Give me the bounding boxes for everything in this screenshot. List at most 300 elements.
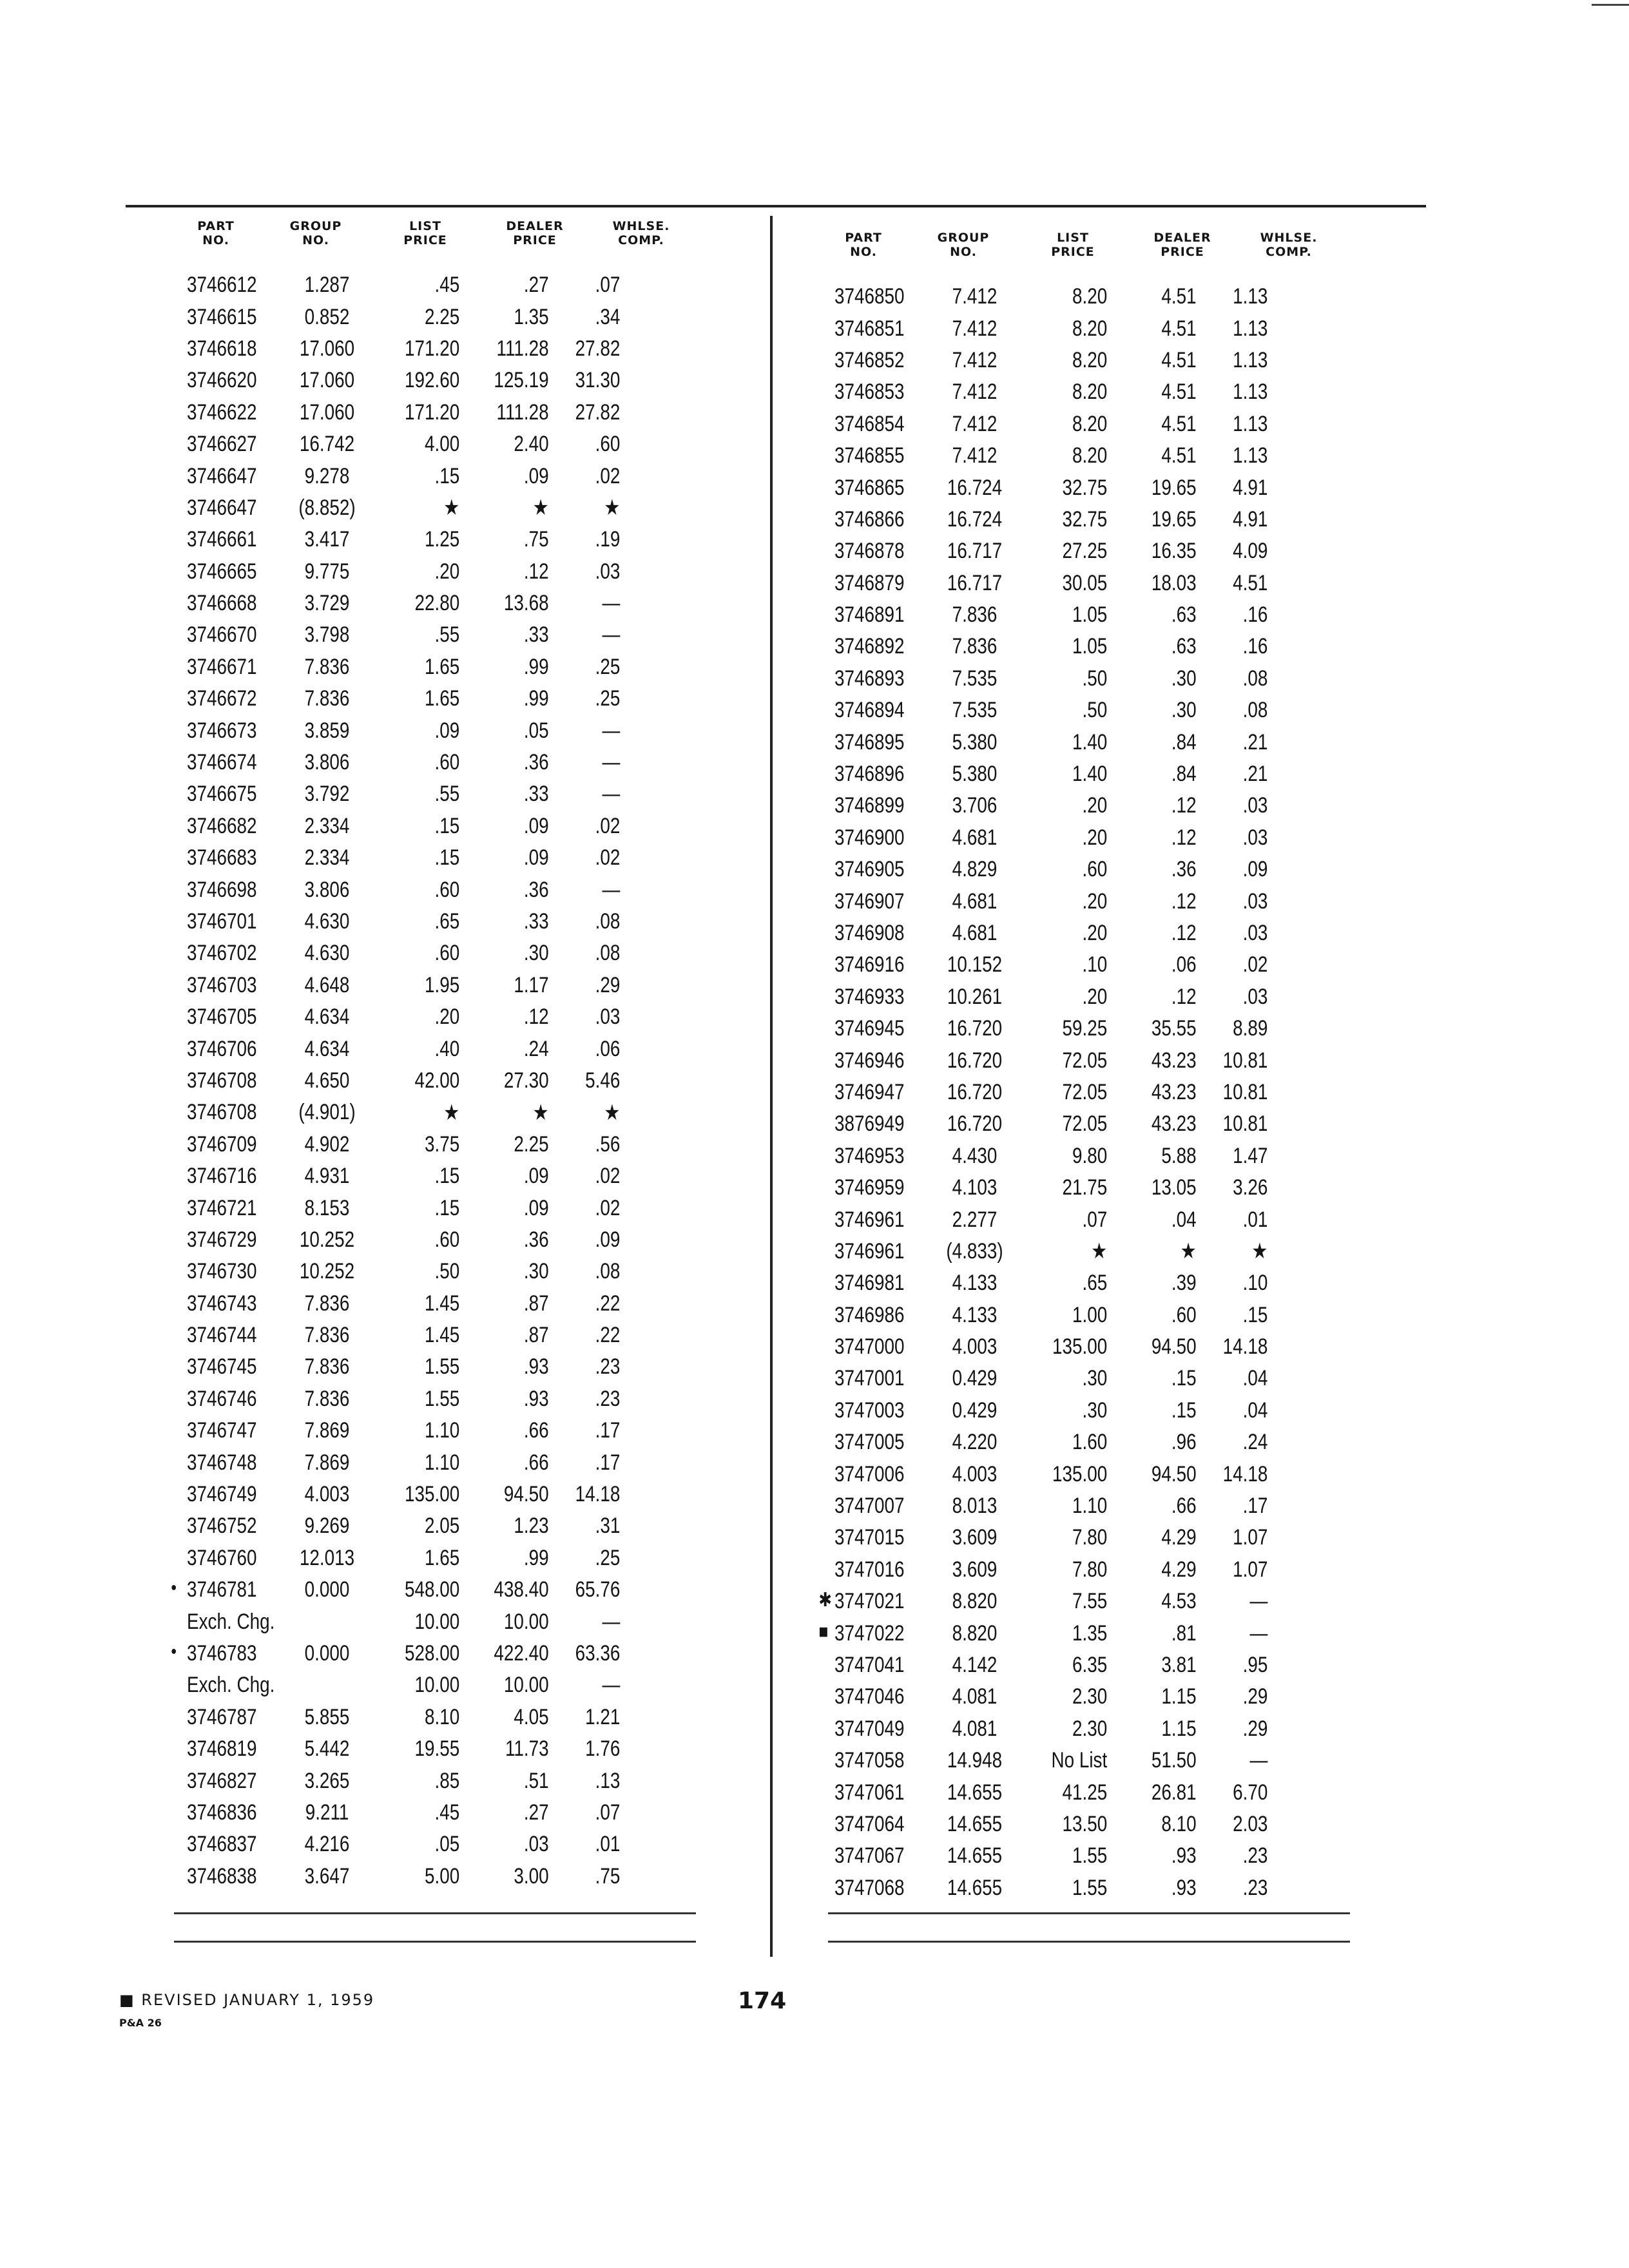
part-number-cell xyxy=(834,857,931,882)
list-price-cell: 1.10 xyxy=(424,1450,460,1475)
list-price-cell: .65 xyxy=(1082,1271,1108,1296)
group-number-cell: 4.634 xyxy=(304,1036,350,1061)
list-price-cell: 59.25 xyxy=(1062,1016,1108,1041)
dealer-price-cell: 8.10 xyxy=(1161,1811,1197,1836)
dealer-price-cell: 11.73 xyxy=(505,1736,549,1762)
dealer-price-cell: .66 xyxy=(523,1418,549,1443)
group-number-cell: 7.412 xyxy=(952,284,998,309)
list-price-cell: .60 xyxy=(434,750,460,775)
whlse-comp-cell: — xyxy=(602,622,621,648)
list-price-cell: 2.25 xyxy=(424,304,460,329)
left-bottom-rule-2 xyxy=(174,1941,696,1943)
whlse-comp-cell: .03 xyxy=(1242,921,1268,945)
table-row xyxy=(834,376,1268,408)
part-number-cell xyxy=(187,718,284,744)
part-number: 3746905 xyxy=(834,857,905,882)
part-number: 3746670 xyxy=(187,622,257,648)
part-number-cell xyxy=(834,634,931,659)
group-number-cell: 7.412 xyxy=(952,380,998,405)
dealer-price-cell: 3.81 xyxy=(1161,1652,1197,1677)
part-number-cell xyxy=(818,1620,931,1646)
group-number-cell: 4.681 xyxy=(952,921,998,945)
table-row xyxy=(834,1172,1268,1204)
list-price-cell: 528.00 xyxy=(404,1640,460,1666)
table-row xyxy=(834,758,1268,790)
dealer-price-cell: .87 xyxy=(523,1323,549,1348)
part-number: 3746854 xyxy=(834,411,905,436)
part-number: 3746708 xyxy=(187,1068,257,1093)
group-number-cell: 10.152 xyxy=(947,952,1003,977)
group-number-cell: 4.648 xyxy=(304,972,350,997)
table-row xyxy=(834,949,1268,981)
whlse-comp-cell: .07 xyxy=(595,273,621,298)
header-whlse-comp: WHLSE. COMP. xyxy=(1260,231,1318,259)
table-row xyxy=(834,1458,1268,1490)
list-price-cell: .85 xyxy=(434,1768,460,1793)
header-list-price: LIST PRICE xyxy=(403,219,447,247)
part-number: 3747001 xyxy=(834,1366,905,1391)
whlse-comp-cell: 27.82 xyxy=(575,336,621,361)
part-number-cell xyxy=(187,495,284,521)
list-price-cell: 2.30 xyxy=(1072,1684,1108,1709)
table-row xyxy=(834,568,1268,599)
part-number: 3746894 xyxy=(834,698,905,723)
table-row xyxy=(187,619,620,651)
whlse-comp-cell: 1.13 xyxy=(1233,316,1268,341)
list-price-cell: 8.10 xyxy=(424,1704,460,1729)
whlse-comp-cell: — xyxy=(602,1673,621,1698)
group-number-cell: 7.836 xyxy=(304,1354,350,1379)
dealer-price-cell: 111.28 xyxy=(496,336,549,361)
dealer-price-cell: 94.50 xyxy=(1151,1334,1197,1360)
header-list-price: LIST PRICE xyxy=(1051,231,1095,259)
part-number: 3746665 xyxy=(187,559,257,584)
part-number-cell xyxy=(187,1068,284,1093)
table-row xyxy=(834,822,1268,854)
part-number: 3746612 xyxy=(187,273,257,298)
part-number: 3746702 xyxy=(187,941,257,966)
whlse-comp-cell: 2.03 xyxy=(1233,1811,1268,1836)
table-row xyxy=(187,460,620,492)
list-price-cell: .45 xyxy=(434,1800,460,1825)
whlse-comp-cell: .25 xyxy=(595,654,621,679)
dealer-price-cell: 13.05 xyxy=(1151,1175,1197,1200)
part-number-cell xyxy=(187,1705,284,1730)
table-row xyxy=(187,588,620,619)
dealer-price-cell: 4.29 xyxy=(1161,1525,1197,1550)
list-price-cell: 1.40 xyxy=(1072,729,1108,754)
part-number: 3747058 xyxy=(834,1748,905,1773)
table-row xyxy=(187,1256,620,1287)
group-number-cell: 0.429 xyxy=(952,1398,998,1423)
part-number-cell xyxy=(834,443,931,468)
list-price-cell: 30.05 xyxy=(1062,570,1108,595)
part-number: 3747068 xyxy=(834,1875,905,1900)
dealer-price-cell: .09 xyxy=(523,813,549,838)
whlse-comp-cell: 63.36 xyxy=(575,1640,621,1666)
dealer-price-cell: .12 xyxy=(1171,825,1197,850)
left-price-table xyxy=(171,219,715,1892)
group-number-cell: 4.902 xyxy=(304,1131,350,1157)
whlse-comp-cell: .02 xyxy=(595,813,621,838)
table-row xyxy=(834,440,1268,472)
whlse-comp-cell: — xyxy=(1249,1748,1268,1773)
part-number: 3746851 xyxy=(834,316,905,341)
list-price-cell: 72.05 xyxy=(1062,1111,1108,1137)
table-row xyxy=(834,1554,1268,1586)
list-price-cell: .20 xyxy=(1082,889,1108,914)
part-number: Exch. Chg. xyxy=(187,1673,275,1698)
dealer-price-cell: ★ xyxy=(532,495,549,521)
list-price-cell: 1.60 xyxy=(1072,1430,1108,1455)
group-number-cell: 16.720 xyxy=(947,1048,1003,1073)
part-number-cell xyxy=(187,1769,284,1794)
table-row xyxy=(187,683,620,715)
part-number-cell xyxy=(187,1546,284,1571)
part-number: 3746900 xyxy=(834,825,905,850)
part-number: 3747041 xyxy=(834,1652,905,1677)
part-number-cell xyxy=(834,1684,931,1709)
dealer-price-cell: .36 xyxy=(523,750,549,775)
header-dealer-price: DEALER PRICE xyxy=(506,219,564,247)
table-row xyxy=(834,1363,1268,1394)
part-number-cell xyxy=(834,284,931,309)
dealer-price-cell: .63 xyxy=(1171,634,1197,659)
revision-marker: ✱ xyxy=(818,1590,833,1611)
table-row xyxy=(818,1586,1268,1617)
part-number: 3746618 xyxy=(187,336,257,361)
table-row xyxy=(834,726,1268,758)
whlse-comp-cell: .13 xyxy=(595,1768,621,1793)
dealer-price-cell: 10.00 xyxy=(503,1673,549,1698)
group-number-cell: 3.647 xyxy=(304,1863,350,1888)
part-number-cell xyxy=(834,1271,931,1296)
list-price-cell: 1.95 xyxy=(424,972,460,997)
table-row xyxy=(187,970,620,1001)
table-row xyxy=(834,1490,1268,1522)
whlse-comp-cell: .17 xyxy=(1242,1494,1268,1519)
part-number: 3746743 xyxy=(187,1291,257,1316)
group-number-cell: 17.060 xyxy=(299,336,355,361)
part-number: 3746907 xyxy=(834,889,905,914)
part-number-cell xyxy=(834,762,931,787)
dealer-price-cell: 4.51 xyxy=(1161,316,1197,341)
group-number-cell: 17.060 xyxy=(299,399,355,425)
whlse-comp-cell: ★ xyxy=(1251,1239,1268,1264)
group-number-cell: 7.869 xyxy=(304,1418,350,1443)
whlse-comp-cell: 14.18 xyxy=(575,1482,621,1507)
dealer-price-cell: 4.51 xyxy=(1161,411,1197,436)
page-number: 174 xyxy=(738,1988,787,2014)
dealer-price-cell: ★ xyxy=(1180,1239,1197,1264)
part-number-cell xyxy=(187,1832,284,1857)
part-number: 3746744 xyxy=(187,1323,257,1348)
part-number: 3746674 xyxy=(187,750,257,775)
whlse-comp-cell: 1.13 xyxy=(1233,347,1268,372)
list-price-cell: 192.60 xyxy=(404,368,460,393)
part-number-cell xyxy=(834,1048,931,1073)
part-number: 3746620 xyxy=(187,368,257,393)
whlse-comp-cell: .08 xyxy=(595,941,621,966)
group-number-cell: 8.820 xyxy=(952,1589,998,1614)
table-row xyxy=(171,1638,621,1669)
part-number-cell xyxy=(834,1653,931,1678)
dealer-price-cell: 1.15 xyxy=(1161,1716,1197,1741)
group-number-cell: 3.706 xyxy=(952,793,998,818)
part-number-cell xyxy=(834,1111,931,1137)
whlse-comp-cell: .23 xyxy=(1242,1875,1268,1900)
part-number: 3746661 xyxy=(187,527,257,552)
part-number: 3746893 xyxy=(834,666,905,691)
list-price-cell: 1.10 xyxy=(424,1418,460,1443)
dealer-price-cell: .27 xyxy=(523,1800,549,1825)
part-number-cell xyxy=(187,845,284,870)
whlse-comp-cell: — xyxy=(602,718,621,743)
dealer-price-cell: .09 xyxy=(523,463,549,488)
list-price-cell: .15 xyxy=(434,463,460,488)
dealer-price-cell: .39 xyxy=(1171,1271,1197,1296)
table-row xyxy=(187,1669,620,1701)
group-number-cell: 7.836 xyxy=(952,602,998,628)
dealer-price-cell: .09 xyxy=(523,1195,549,1220)
list-price-cell: 1.55 xyxy=(424,1354,460,1379)
whlse-comp-cell: .16 xyxy=(1242,634,1268,659)
part-number-cell xyxy=(834,1876,931,1901)
part-number: 3746729 xyxy=(187,1227,257,1252)
whlse-comp-cell: .29 xyxy=(1242,1716,1268,1741)
list-price-cell: 1.25 xyxy=(424,527,460,552)
right-price-table xyxy=(818,219,1363,1904)
group-number-cell: 8.153 xyxy=(304,1195,350,1220)
whlse-comp-cell: .09 xyxy=(595,1227,621,1252)
dealer-price-cell: 4.51 xyxy=(1161,380,1197,405)
list-price-cell: .15 xyxy=(434,813,460,838)
list-price-cell: 8.20 xyxy=(1072,284,1108,309)
group-number-cell: 4.630 xyxy=(304,941,350,966)
whlse-comp-cell: .60 xyxy=(595,432,621,457)
part-number: 3746683 xyxy=(187,845,257,870)
whlse-comp-cell: .04 xyxy=(1242,1366,1268,1391)
dealer-price-cell: .75 xyxy=(523,527,549,552)
table-row xyxy=(834,981,1268,1013)
part-number: 3746627 xyxy=(187,432,257,457)
table-row xyxy=(187,1097,620,1128)
revision-note: ■ REVISED JANUARY 1, 1959 xyxy=(119,1991,375,2009)
group-number-cell: 16.717 xyxy=(947,570,1003,595)
list-price-cell: 27.25 xyxy=(1062,539,1108,564)
group-number-cell: 7.869 xyxy=(304,1450,350,1475)
table-row xyxy=(834,1300,1268,1331)
column-divider xyxy=(770,216,773,1957)
dealer-price-cell: .84 xyxy=(1171,729,1197,754)
list-price-cell: .15 xyxy=(434,1195,460,1220)
group-number-cell: 9.269 xyxy=(304,1514,350,1539)
left-table-header xyxy=(187,219,715,264)
group-number-cell: 0.000 xyxy=(304,1640,350,1666)
table-row xyxy=(834,1840,1268,1872)
group-number-cell: 7.412 xyxy=(952,347,998,372)
dealer-price-cell: 111.28 xyxy=(496,399,549,425)
table-row xyxy=(187,1733,620,1765)
group-number-cell: 4.003 xyxy=(952,1334,998,1360)
right-bottom-rule-1 xyxy=(828,1912,1350,1914)
part-number: 3746827 xyxy=(187,1768,257,1793)
part-number-cell xyxy=(187,305,284,330)
dealer-price-cell: .51 xyxy=(523,1768,549,1793)
group-number-cell: 16.720 xyxy=(947,1111,1003,1137)
table-row xyxy=(187,1479,620,1510)
list-price-cell: 1.65 xyxy=(424,686,460,711)
dealer-price-cell: .36 xyxy=(523,1227,549,1252)
part-number: 3746819 xyxy=(187,1736,257,1762)
whlse-comp-cell: 1.07 xyxy=(1233,1557,1268,1582)
group-number-cell: 9.278 xyxy=(304,463,350,488)
dealer-price-cell: .30 xyxy=(523,941,549,966)
part-number: 3747000 xyxy=(834,1334,905,1360)
list-price-cell: .05 xyxy=(434,1832,460,1857)
table-row xyxy=(834,1267,1268,1299)
list-price-cell: 32.75 xyxy=(1062,475,1108,500)
whlse-comp-cell: — xyxy=(602,1609,621,1634)
list-price-cell: 8.20 xyxy=(1072,443,1108,468)
whlse-comp-cell: .16 xyxy=(1242,602,1268,628)
dealer-price-cell: .63 xyxy=(1171,602,1197,628)
table-row xyxy=(187,1797,620,1829)
dealer-price-cell: 94.50 xyxy=(1151,1461,1197,1486)
revision-marker: • xyxy=(171,1640,177,1662)
list-price-cell: 1.05 xyxy=(1072,602,1108,628)
part-number: 3746879 xyxy=(834,570,905,595)
part-number-cell xyxy=(834,507,931,532)
list-price-cell: .50 xyxy=(1082,698,1108,723)
table-row xyxy=(187,365,620,396)
table-row xyxy=(834,1140,1268,1172)
part-number: 3746895 xyxy=(834,729,905,754)
whlse-comp-cell: 27.82 xyxy=(575,399,621,425)
part-number: 3746961 xyxy=(834,1238,905,1264)
whlse-comp-cell: .03 xyxy=(595,559,621,584)
dealer-price-cell: .36 xyxy=(1171,857,1197,882)
part-number-cell xyxy=(187,878,284,903)
table-row xyxy=(187,811,620,842)
part-number: 3876949 xyxy=(834,1111,905,1137)
list-price-cell: 8.20 xyxy=(1072,411,1108,436)
list-price-cell: 10.00 xyxy=(414,1609,460,1634)
part-number: 3746959 xyxy=(834,1175,905,1200)
table-row xyxy=(834,663,1268,695)
list-price-cell: 548.00 xyxy=(404,1577,460,1602)
table-row xyxy=(834,1077,1268,1108)
dealer-price-cell: 4.51 xyxy=(1161,443,1197,468)
table-row xyxy=(187,1224,620,1256)
group-number-cell: 7.535 xyxy=(952,698,998,723)
whlse-comp-cell: 4.51 xyxy=(1233,570,1268,595)
list-price-cell: .20 xyxy=(434,559,460,584)
group-number-cell: 7.836 xyxy=(952,634,998,659)
dealer-price-cell: .12 xyxy=(1171,984,1197,1009)
table-row xyxy=(187,524,620,555)
whlse-comp-cell: 1.13 xyxy=(1233,284,1268,309)
whlse-comp-cell: 3.26 xyxy=(1233,1175,1268,1200)
part-number-cell xyxy=(187,686,284,711)
group-number-cell: 4.003 xyxy=(952,1461,998,1486)
table-row xyxy=(187,1192,620,1224)
list-price-cell: .65 xyxy=(434,909,460,934)
list-price-cell: 21.75 xyxy=(1062,1175,1108,1200)
part-number: 3746853 xyxy=(834,380,905,405)
dealer-price-cell: .99 xyxy=(523,686,549,711)
whlse-comp-cell: 10.81 xyxy=(1222,1048,1268,1073)
table-row xyxy=(187,906,620,937)
part-number: 3746838 xyxy=(187,1863,257,1888)
part-number: 3747006 xyxy=(834,1461,905,1486)
whlse-comp-cell: — xyxy=(1249,1589,1268,1614)
list-price-cell: 1.65 xyxy=(424,654,460,679)
part-number-cell xyxy=(187,622,284,648)
dealer-price-cell: .15 xyxy=(1171,1366,1197,1391)
dealer-price-cell: 1.35 xyxy=(514,304,549,329)
part-number: 3746672 xyxy=(187,686,257,711)
list-price-cell: ★ xyxy=(1091,1239,1108,1264)
dealer-price-cell: .60 xyxy=(1171,1302,1197,1327)
dealer-price-cell: 3.00 xyxy=(514,1863,549,1888)
part-number-cell xyxy=(187,336,284,361)
dealer-price-cell: 1.17 xyxy=(514,972,549,997)
group-number-cell: 0.852 xyxy=(304,304,350,329)
list-price-cell: .30 xyxy=(1082,1366,1108,1391)
list-price-cell: 9.80 xyxy=(1072,1143,1108,1168)
table-row xyxy=(187,1446,620,1478)
whlse-comp-cell: 1.13 xyxy=(1233,411,1268,436)
table-row xyxy=(834,408,1268,440)
part-number-cell xyxy=(834,1462,931,1487)
group-number-cell: 7.836 xyxy=(304,1323,350,1348)
group-number-cell: 3.806 xyxy=(304,750,350,775)
list-price-cell: .20 xyxy=(1082,825,1108,850)
part-number: 3747064 xyxy=(834,1811,905,1836)
dealer-price-cell: ★ xyxy=(532,1100,549,1125)
group-number-cell: 10.261 xyxy=(947,984,1003,1009)
part-number: 3746953 xyxy=(834,1143,905,1168)
part-number: 3746855 xyxy=(834,443,905,468)
part-number: 3746947 xyxy=(834,1079,905,1104)
part-number: 3747015 xyxy=(834,1525,905,1550)
table-row xyxy=(834,1681,1268,1713)
table-row xyxy=(187,428,620,460)
group-number-cell: 8.820 xyxy=(952,1620,998,1646)
whlse-comp-cell: .07 xyxy=(595,1800,621,1825)
group-number-cell: 9.775 xyxy=(304,559,350,584)
table-row xyxy=(187,1606,620,1637)
dealer-price-cell: 4.51 xyxy=(1161,347,1197,372)
part-number-cell xyxy=(187,941,284,966)
group-number-cell: 1.287 xyxy=(304,273,350,298)
dealer-price-cell: 4.53 xyxy=(1161,1589,1197,1614)
group-number-cell: 4.931 xyxy=(304,1164,350,1189)
whlse-comp-cell: .03 xyxy=(595,1004,621,1030)
whlse-comp-cell: .08 xyxy=(1242,698,1268,723)
part-number-cell xyxy=(187,1736,284,1762)
table-row xyxy=(187,397,620,428)
group-number-cell: 3.859 xyxy=(304,718,350,743)
table-row xyxy=(187,1765,620,1796)
dealer-price-cell: .15 xyxy=(1171,1398,1197,1423)
dealer-price-cell: 94.50 xyxy=(503,1482,549,1507)
group-number-cell: 16.720 xyxy=(947,1079,1003,1104)
dealer-price-cell: 2.25 xyxy=(514,1131,549,1157)
part-number-cell xyxy=(187,750,284,775)
part-number: 3746946 xyxy=(834,1048,905,1073)
